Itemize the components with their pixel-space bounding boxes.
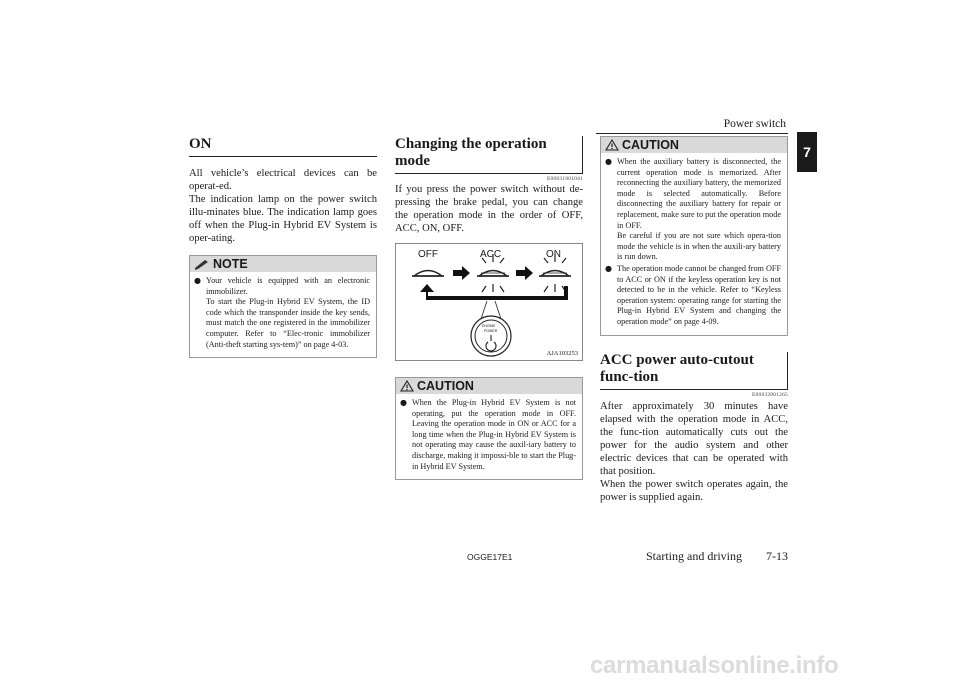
caution-text: The operation mode cannot be changed from OFF to ACC or ON if the keyless operation key is not detected to be in the vehicle. Refer to “Keyless operation system: operating range for starting the Plug-in Hybrid EV System and changing the operation mode” on page 4-09.	[617, 263, 781, 326]
caution-box	[395, 377, 583, 480]
switch-power-text: POWER	[484, 329, 498, 333]
page-number: 7-13	[766, 549, 788, 563]
power-switch-icon	[471, 316, 511, 356]
caution-text: When the auxiliary battery is disconnected, the current operation mode is memorized. After reconnecting the auxiliary battery, the memorized mode is selected automatically. Before disconnecting the auxiliary battery for repair or replacement, make sure to put the operation mode in OFF.	[617, 157, 781, 230]
watermark: carmanualsonline.info	[590, 652, 839, 679]
paragraph: After approximately 30 minutes have elapsed with the operation mode in ACC, the func-tion automatically cuts out the power for the audio system and other electric devices that can be operated with that position.	[600, 400, 788, 477]
caution-item	[605, 264, 781, 328]
chapter-tab: 7	[797, 132, 817, 172]
warning-triangle-icon	[605, 139, 619, 151]
bullet-icon: ●	[194, 276, 201, 285]
paragraph: When the power switch operates again, the power is supplied again.	[600, 478, 788, 503]
section-title-on: ON	[189, 136, 377, 157]
note-box	[189, 255, 377, 358]
caution-text: When the Plug-in Hybrid EV System is not operating, put the operation mode in OFF. Leaving the operation mode in ON or ACC for a long time when the Plug-in Hybrid EV System is not operating may cause the auxil-iary battery to discharge, making it impossi-ble to start the Plug-in Hybrid EV System.	[412, 398, 576, 471]
lamp-acc-icon	[477, 254, 509, 292]
paragraph: All vehicle’s electrical devices can be operat-ed.	[189, 168, 377, 192]
caution-header	[601, 137, 787, 153]
figure-label-on: ON	[546, 249, 561, 260]
note-label: NOTE	[213, 257, 248, 271]
note-body	[190, 272, 376, 357]
caution-body	[601, 153, 787, 335]
column-2	[395, 136, 583, 480]
acc-auto-cutout-text	[600, 400, 788, 504]
note-text: Your vehicle is equipped with an electronic immobilizer.	[206, 276, 370, 296]
column-3	[600, 136, 788, 504]
note-item	[194, 276, 370, 350]
figure-label-acc: ACC	[480, 249, 502, 260]
caution-box	[600, 136, 788, 336]
changing-mode-text: If you press the power switch without de-pressing the brake pedal, you can change the operation mode in the order of OFF, ACC, ON, OFF.	[395, 184, 583, 234]
section-code: E00632801265	[751, 391, 788, 398]
operation-mode-figure	[395, 243, 583, 361]
caution-item	[605, 157, 781, 263]
figure-label-off: OFF	[418, 249, 438, 260]
header-rule	[596, 133, 788, 134]
column-1	[189, 136, 377, 358]
caution-item	[400, 398, 576, 472]
section-title-acc-auto-cutout: ACC power auto-cutout func-tion	[600, 352, 788, 390]
figure-id: AJA103253	[546, 350, 578, 357]
bullet-icon: ●	[605, 157, 612, 166]
note-text: To start the Plug-in Hybrid EV System, the ID code which the transponder inside the key sends, must match the one registered in the immobilizer computer. Refer to “Elec-tronic immobilizer (Anti-theft starting sys-tem)” on page 4-03.	[206, 297, 370, 349]
caution-text: Be careful if you are not sure which opera-tion mode the vehicle is in when the auxili-ary battery is run down.	[617, 231, 781, 262]
footer-section-title: Starting and driving	[646, 549, 742, 563]
lamp-off-icon	[412, 271, 444, 277]
caution-body	[396, 394, 582, 479]
note-header	[190, 256, 376, 272]
return-arrow-icon	[420, 284, 568, 300]
caution-label: CAUTION	[622, 138, 679, 152]
bullet-icon: ●	[605, 263, 612, 273]
paragraph: The indication lamp on the power switch illu-minates blue. The indication lamp goes off when the Plug-in Hybrid EV System is oper-ating.	[189, 194, 377, 244]
bullet-icon: ●	[400, 398, 407, 407]
note-pencil-icon	[194, 258, 210, 270]
mode-sequence-diagram	[396, 244, 584, 360]
section-title-changing-mode: Changing the operation mode	[395, 136, 583, 174]
arrow-right-icon	[516, 266, 533, 280]
caution-label: CAUTION	[417, 379, 474, 393]
running-head: Power switch	[723, 118, 786, 130]
document-code: OGGE17E1	[467, 552, 513, 562]
caution-header	[396, 378, 582, 394]
arrow-right-icon	[453, 266, 470, 280]
on-description	[189, 167, 377, 245]
section-code: E00631901041	[546, 176, 583, 182]
switch-engine-text: ENGINE	[482, 324, 496, 328]
warning-triangle-icon	[400, 380, 414, 392]
